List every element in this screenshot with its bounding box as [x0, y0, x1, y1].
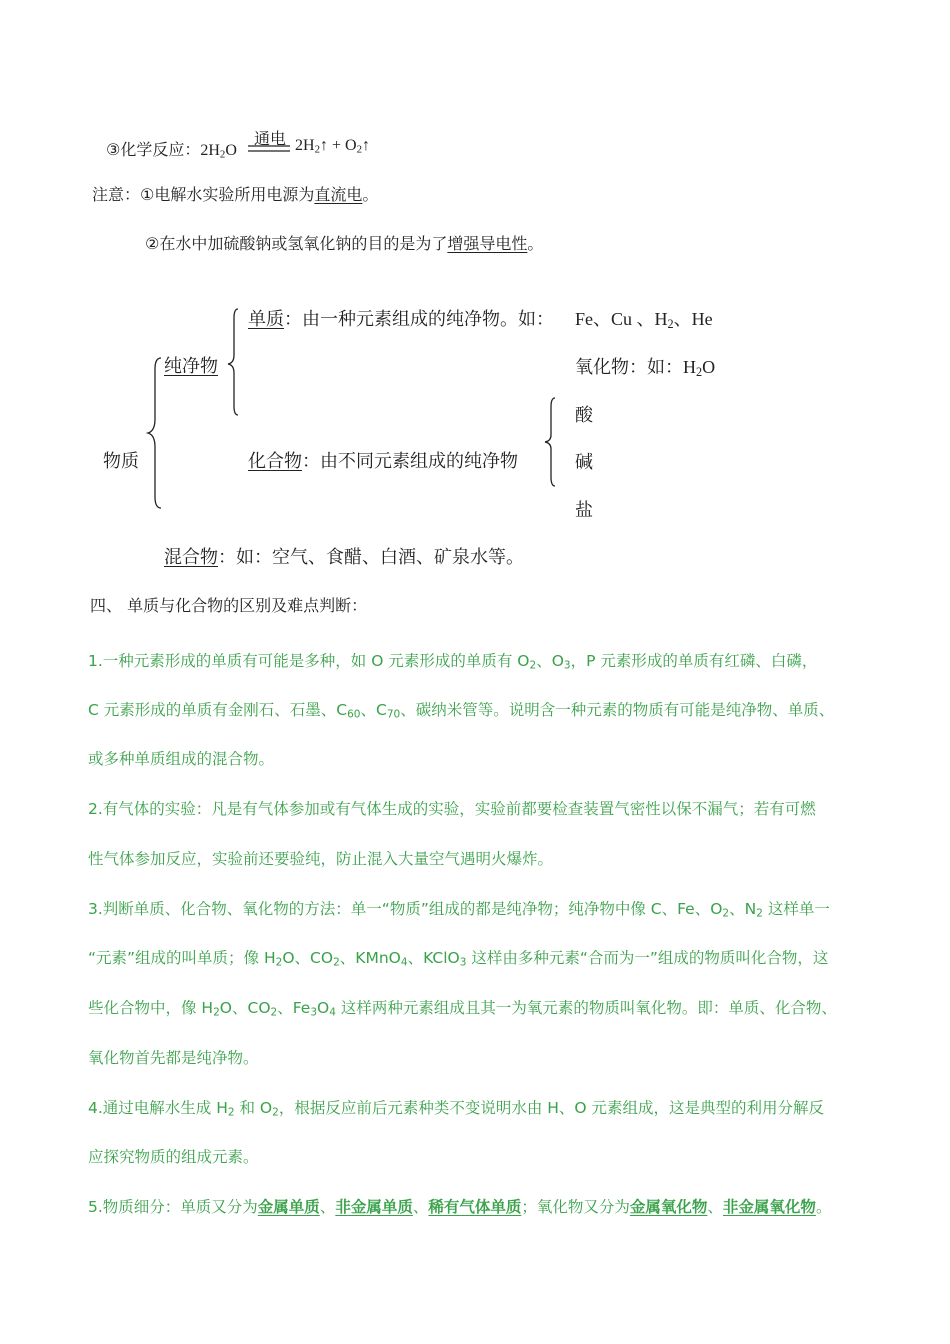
compound-label: 化合物 [248, 451, 302, 472]
reactant: $2H_2O$ [200, 142, 237, 161]
point-3-line-1: 3.判断单质、化合物、氧化物的方法：单一“物质”组成的都是纯净物；纯净物中像 C、Fe、$O_2$、$N_2$ 这样单一 [88, 900, 830, 920]
reaction-prefix: ③化学反应： [106, 140, 201, 159]
point-3-line-3: 些化合物中，像 $H_2O$、$CO_2$、$Fe_3O_4$ 这样两种元素组成且其一为氧元素的物质叫氧化物。即：单质、化合物、 [88, 999, 837, 1019]
tree-base: 碱 [575, 452, 593, 473]
point-2-line-2: 性气体参加反应，实验前还要验纯，防止混入大量空气遇明火爆炸。 [88, 850, 554, 868]
tree-element: 单质：由一种元素组成的纯净物。如： [248, 309, 554, 330]
point-4-line-1: 4.通过电解水生成 $H_2$ 和 $O_2$，根据反应前后元素种类不变说明水由 H、O 元素组成，这是典型的利用分解反 [88, 1099, 825, 1119]
tree-root-substance: 物质 [103, 451, 139, 472]
reaction-equals-sign [248, 145, 290, 153]
note-2-key: 增强导电性 [447, 234, 528, 253]
kw-nonmetal-element: 非金属单质 [335, 1198, 413, 1216]
section-4-heading: 四、 单质与化合物的区别及难点判断： [90, 596, 368, 615]
point-3-line-2: “元素”组成的叫单质；像 $H_2O$、$CO_2$、KMnO$_4$、KClO$_3$ 这样由多种元素“合而为一”组成的物质叫化合物，这 [88, 949, 829, 969]
point-1-line-1: 1.一种元素形成的单质有可能是多种，如 O 元素形成的单质有 $O_2$、$O_3$，P 元素形成的单质有红磷、白磷， [88, 652, 818, 672]
reaction-condition: 通电 [254, 129, 287, 148]
mixture-label: 混合物 [164, 547, 218, 568]
tree-pure-substance: 纯净物 [164, 356, 218, 377]
element-examples: Fe、Cu 、$H_2$、He [575, 309, 713, 332]
point-3-line-4: 氧化物首先都是纯净物。 [88, 1049, 259, 1067]
tree-compound: 化合物：由不同元素组成的纯净物 [248, 451, 518, 472]
kw-metal-oxide: 金属氧化物 [629, 1198, 708, 1216]
note-1-key: 直流电 [314, 185, 363, 204]
kw-noble-gas-element: 稀有气体单质 [428, 1198, 522, 1216]
element-label: 单质 [248, 309, 284, 330]
point-1-line-3: 或多种单质组成的混合物。 [88, 750, 275, 768]
point-4-line-2: 应探究物质的组成元素。 [88, 1148, 259, 1166]
note-1: 注意：①电解水实验所用电源为直流电。 [92, 185, 379, 204]
compound-brace-icon [543, 397, 559, 487]
tree-oxide: 氧化物：如：$H_2O$ [575, 357, 716, 380]
reaction-equation [106, 137, 237, 160]
tree-acid: 酸 [575, 405, 593, 426]
tree-salt: 盐 [575, 500, 593, 521]
note-2: ②在水中加硫酸钠或氢氧化钠的目的是为了增强导电性。 [145, 234, 544, 253]
note-label: 注意： [92, 185, 141, 204]
tree-mixture: 混合物：如：空气、食醋、白酒、矿泉水等。 [164, 547, 524, 568]
pure-brace-icon [226, 308, 242, 416]
root-brace-icon [145, 357, 165, 509]
kw-nonmetal-oxide: 非金属氧化物 [722, 1198, 816, 1216]
point-1-line-2: C 元素形成的单质有金刚石、石墨、$C_{60}$、$C_{70}$、碳纳米管等。说明含一种元素的物质有可能是纯净物、单质、 [88, 701, 835, 721]
reaction-products: $2H_2↑$ + $O_2↑$ [295, 137, 371, 156]
point-2-line-1: 2.有气体的实验：凡是有气体参加或有气体生成的实验，实验前都要检查装置气密性以保不漏气；若有可燃 [88, 800, 816, 818]
kw-metal-element: 金属单质 [257, 1198, 320, 1216]
point-5: 5.物质细分：单质又分为金属单质、非金属单质、稀有气体单质；氧化物又分为金属氧化物、非金属氧化物。 [88, 1198, 832, 1216]
